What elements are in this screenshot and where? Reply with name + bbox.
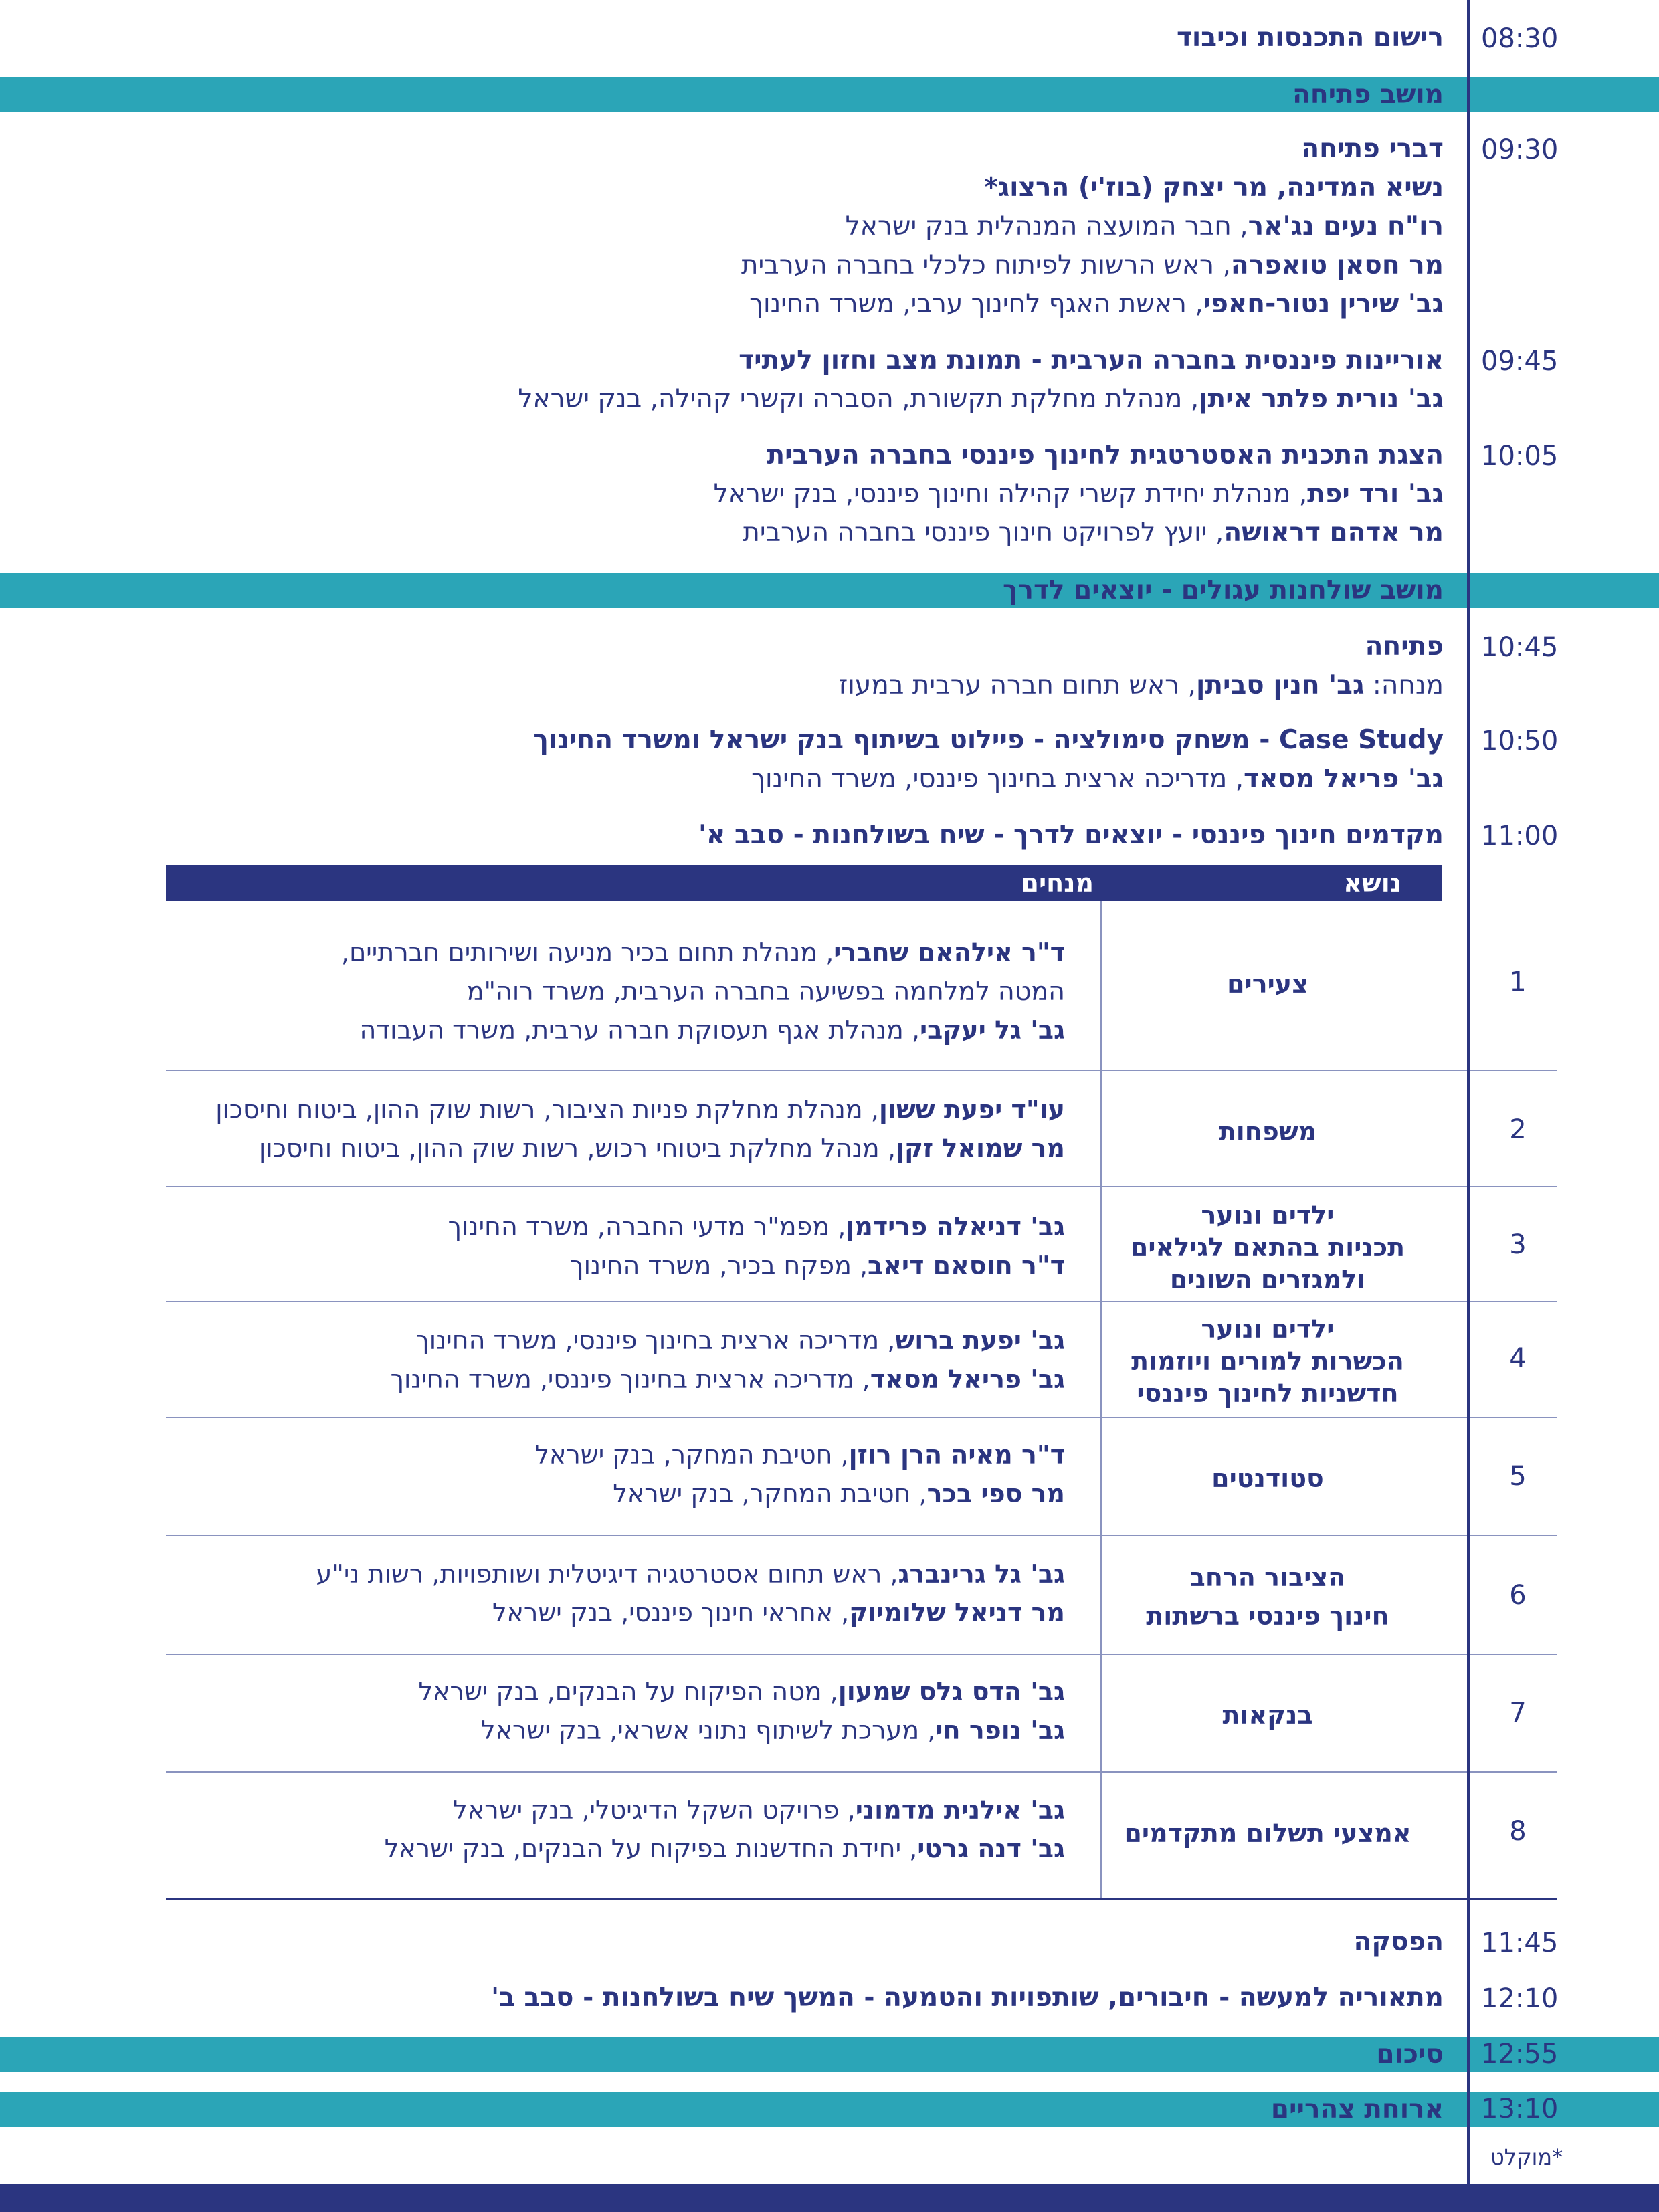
row-number: 5 [1509,1461,1527,1492]
row-number: 6 [1509,1580,1527,1611]
time-1100: 11:00 [1481,821,1559,851]
row-topic: אמצעי תשלום מתקדמים [1124,1819,1411,1848]
row-number: 4 [1509,1343,1527,1374]
row-number: 8 [1509,1816,1527,1847]
agenda-item-financial-literacy: אוריינות פיננסית בחברה הערבית - תמונת מצב וחזון לעתיד גב' נורית פלתר איתן, מנהלת מחלקת תקשורת, הסברה וקשרי קהילה, בנק ישראל [518,345,1444,414]
row-topic: בנקאות [1222,1700,1313,1730]
session-summary-bar: סיכום 12:55 [0,2037,1659,2072]
row-mentors: גב' הדס גלס שמעון, מטה הפיקוח על הבנקים, בנק ישראל גב' נופר חי, מערכת לשיתוף נתוני אשראי, בנק ישראל [418,1677,1065,1745]
table-bottom-rule [166,1898,1557,1900]
table-header [166,865,1442,901]
time-0945: 09:45 [1481,346,1559,377]
timeline-divider-overlay [1467,0,1470,2184]
row-mentors: עו"ד יפעת ששון, מנהלת מחלקת פניות הציבור, רשות שוק ההון, ביטוח וחיסכון מר שמואל זקן, מנהל מחלקת ביטוחי רכוש, רשות שוק ההון, ביטוח וחיסכון [215,1095,1065,1163]
row-mentors: ד"ר אילהאם שחברי, מנהלת תחום בכיר מניעה ושירותים חברתיים, המטה למלחמה בפשיעה בחברה הערבית, משרד רוה"מ גב' גל יעקבי, מנהלת אגף תעסוקת חברה ערבית, משרד העבודה [341,938,1065,1045]
row-separator [166,1771,1557,1773]
time-1255: 12:55 [1481,2039,1559,2070]
row-topic: ילדים ונוער הכשרות למורים ויוזמות חדשניות לחינוך פיננסי [1131,1314,1404,1408]
agenda-item-round-a: מקדמים חינוך פיננסי - יוצאים לדרך - שיח בשולחנות - סבב א' [698,820,1444,850]
row-separator [166,1417,1557,1418]
agenda-item-round-b: מתאוריה למעשה - חיבורים, שותפויות והטמעה - המשך שיח בשולחנות - סבב ב' [491,1983,1444,2013]
row-mentors: גב' דניאלה פרידמן, מפמ"ר מדעי החברה, משרד החינוך ד"ר חוסאם דיאב, מפקח בכיר, משרד החינוך [448,1212,1065,1280]
row-number: 2 [1509,1114,1527,1145]
row-number: 7 [1509,1698,1527,1728]
time-0830: 08:30 [1481,23,1559,54]
agenda-item-strategic-plan: הצגת התכנית האסטרטגית לחינוך פיננסי בחברה הערבית גב' ורד יפת, מנהלת יחידת קשרי קהילה וחינוך פיננסי, בנק ישראל מר אדהם דראושה, יועץ לפרויקט חינוך פיננסי בחברה הערבית [713,440,1444,548]
row-separator [166,1070,1557,1071]
time-1145: 11:45 [1481,1928,1559,1958]
row-topic: סטודנטים [1211,1464,1324,1493]
agenda-item-opening: פתיחה מנחה: גב' חנין סביתן, ראש תחום חברה ערבית במעוז [838,631,1444,700]
footnote-recorded: *מוקלט [1490,2144,1563,2170]
row-mentors: גב' גל גרינברג, ראש תחום אסטרטגיה דיגיטלית ושותפויות, רשות ני"ע מר דניאל שלומיוק, אחראי חינוך פיננסי, בנק ישראל [316,1559,1065,1627]
header-topic: נושא [1343,868,1401,898]
time-1045: 10:45 [1481,632,1559,663]
agenda-item-break: הפסקה [1353,1927,1444,1957]
row-mentors: ד"ר מאיה הרן רוזן, חטיבת המחקר, בנק ישראל מר ספי בכר, חטיבת המחקר, בנק ישראל [534,1440,1065,1508]
row-mentors: גב' יפעת ברוש, מדריכה ארצית בחינוך פיננסי, משרד החינוך גב' פריאל מסאד, מדריכה ארצית בחינוך פיננסי, משרד החינוך [390,1326,1065,1394]
table-column-divider [1100,901,1102,1898]
row-topic: משפחות [1218,1117,1317,1146]
row-number: 3 [1509,1229,1527,1260]
row-mentors: גב' אילנית מדמוני, פרויקט השקל הדיגיטלי, בנק ישראל גב' דנה גרטי, יחידת החדשנות בפיקוח על הבנקים, בנק ישראל [384,1795,1065,1864]
time-1050: 10:50 [1481,726,1559,757]
time-1210: 12:10 [1481,1983,1559,2014]
session-opening-bar: מושב פתיחה [0,77,1659,112]
time-0930: 09:30 [1481,134,1559,165]
row-separator [166,1654,1557,1655]
row-separator [166,1535,1557,1536]
row-topic: צעירים [1227,969,1308,999]
row-number: 1 [1509,967,1527,997]
agenda-item-case-study: Case Study - משחק סימולציה - פיילוט בשיתוף בנק ישראל ומשרד החינוך גב' פריאל מסאד, מדריכה ארצית בחינוך פיננסי, משרד החינוך [533,725,1444,794]
time-1310: 13:10 [1481,2094,1559,2124]
row-topic: הציבור הרחב חינוך פיננסי ברשתות [1146,1563,1389,1631]
row-separator [166,1186,1557,1187]
time-1005: 10:05 [1481,441,1559,472]
agenda-item-registration: רישום התכנסות וכיבוד [1176,23,1444,53]
row-separator [166,1301,1557,1302]
agenda-item-opening-remarks: דברי פתיחה נשיא המדינה, מר יצחק (בוז'י) הרצוג* רו"ח נעים נג'אר, חבר המועצה המנהלית בנק ישראל מר חסאן טואפרה, ראש הרשות לפיתוח כלכלי בחברה הערבית גב' שירין נטור-חאפי, ראשת האגף לחינוך ערבי, משרד החינוך [741,134,1444,319]
row-topic: ילדים ונוער תכניות בהתאם לגילאים ולמגזרים השונים [1130,1201,1405,1294]
header-mentors: מנחים [1021,868,1094,898]
session-lunch-bar: ארוחת צהריים 13:10 [0,2092,1659,2127]
footer-bar [0,2184,1659,2212]
session-roundtables-bar: מושב שולחנות עגולים - יוצאים לדרך [0,573,1659,608]
